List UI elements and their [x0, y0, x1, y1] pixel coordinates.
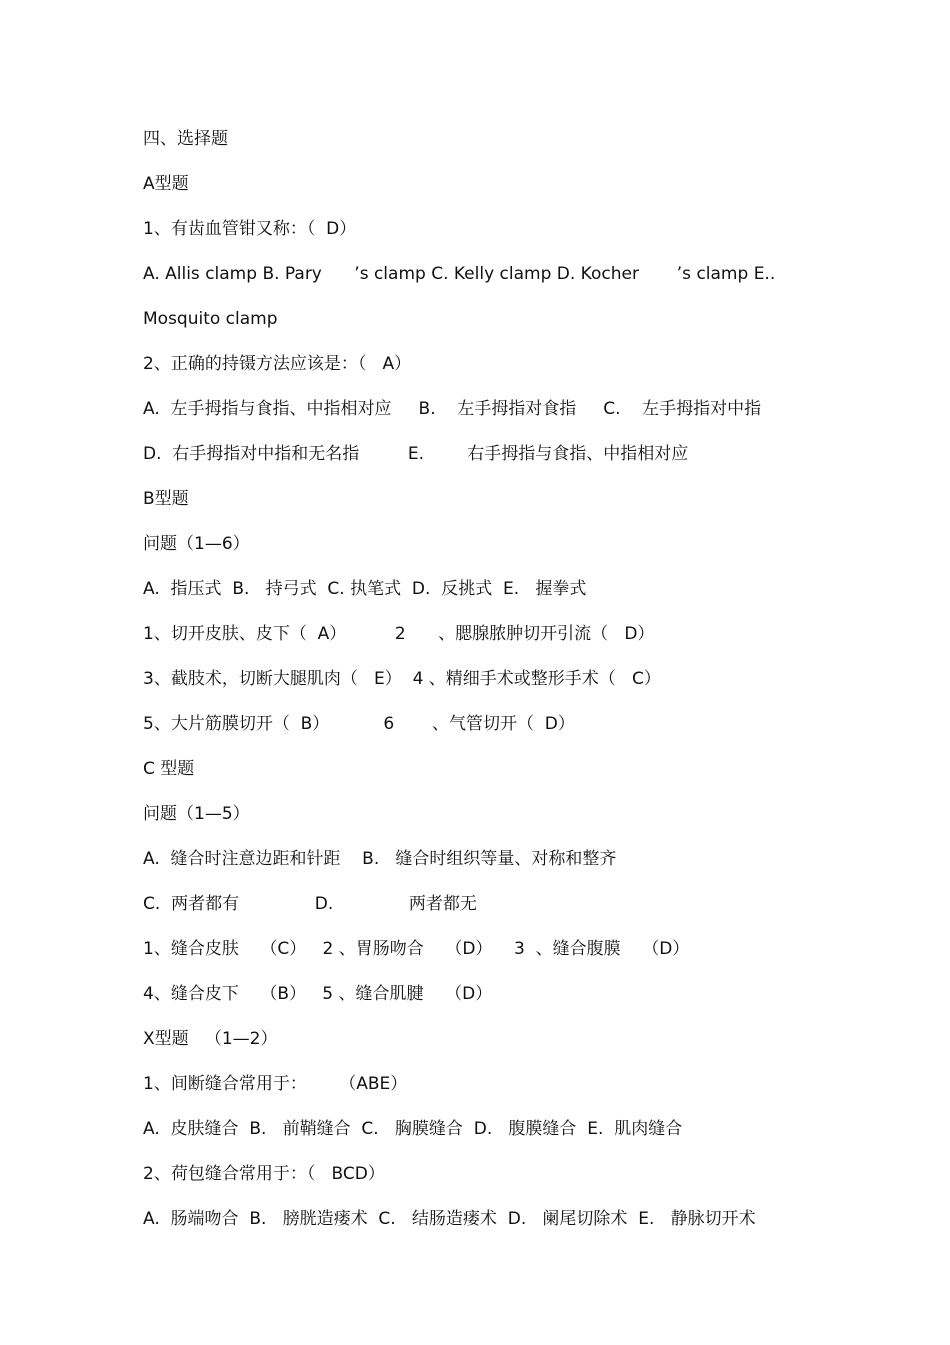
options-line: Mosquito clamp: [143, 309, 278, 329]
question-range: 问题（1—5）: [143, 804, 250, 824]
options-line: D. 右手拇指对中指和无名指 E. 右手拇指与食指、中指相对应: [143, 444, 689, 464]
type-c-heading: C 型题: [143, 759, 195, 779]
type-a-heading: A型题: [143, 174, 189, 194]
question-line: 1、间断缝合常用于： （ABE）: [143, 1074, 408, 1094]
question-range: 问题（1—6）: [143, 534, 250, 554]
question-line: 1、切开皮肤、皮下（ A） 2 、腮腺脓肿切开引流（ D）: [143, 624, 655, 644]
question-line: 5、大片筋膜切开（ B） 6 、气管切开（ D）: [143, 714, 575, 734]
question-line: 2、荷包缝合常用于：（ BCD）: [143, 1164, 385, 1184]
options-line: A. Allis clamp B. Pary ’s clamp C. Kelly clamp D. Kocher ’s clamp E..: [143, 264, 776, 284]
options-line: A. 缝合时注意边距和针距 B. 缝合时组织等量、对称和整齐: [143, 849, 617, 869]
options-line: A. 皮肤缝合 B. 前鞘缝合 C. 胸膜缝合 D. 腹膜缝合 E. 肌肉缝合: [143, 1119, 683, 1139]
section-heading: 四、选择题: [143, 129, 228, 149]
question-line: 1、有齿血管钳又称：（ D）: [143, 219, 357, 239]
question-line: 4、缝合皮下 （B） 5 、缝合肌腱 （D）: [143, 984, 493, 1004]
options-line: A. 左手拇指与食指、中指相对应 B. 左手拇指对食指 C. 左手拇指对中指: [143, 399, 762, 419]
options-line: C. 两者都有 D. 两者都无: [143, 894, 477, 914]
question-line: 1、缝合皮肤 （C） 2 、胃肠吻合 （D） 3 、缝合腹膜 （D）: [143, 939, 690, 959]
options-line: A. 肠端吻合 B. 膀胱造瘘术 C. 结肠造瘘术 D. 阑尾切除术 E. 静脉切开术: [143, 1209, 756, 1229]
question-line: 2、正确的持镊方法应该是：（ A）: [143, 354, 412, 374]
type-x-heading: X型题 （1—2）: [143, 1029, 278, 1049]
type-b-heading: B型题: [143, 489, 189, 509]
options-line: A. 指压式 B. 持弓式 C. 执笔式 D. 反挑式 E. 握拳式: [143, 579, 587, 599]
question-line: 3、截肢术，切断大腿肌肉（ E） 4 、精细手术或整形手术（ C）: [143, 669, 661, 689]
